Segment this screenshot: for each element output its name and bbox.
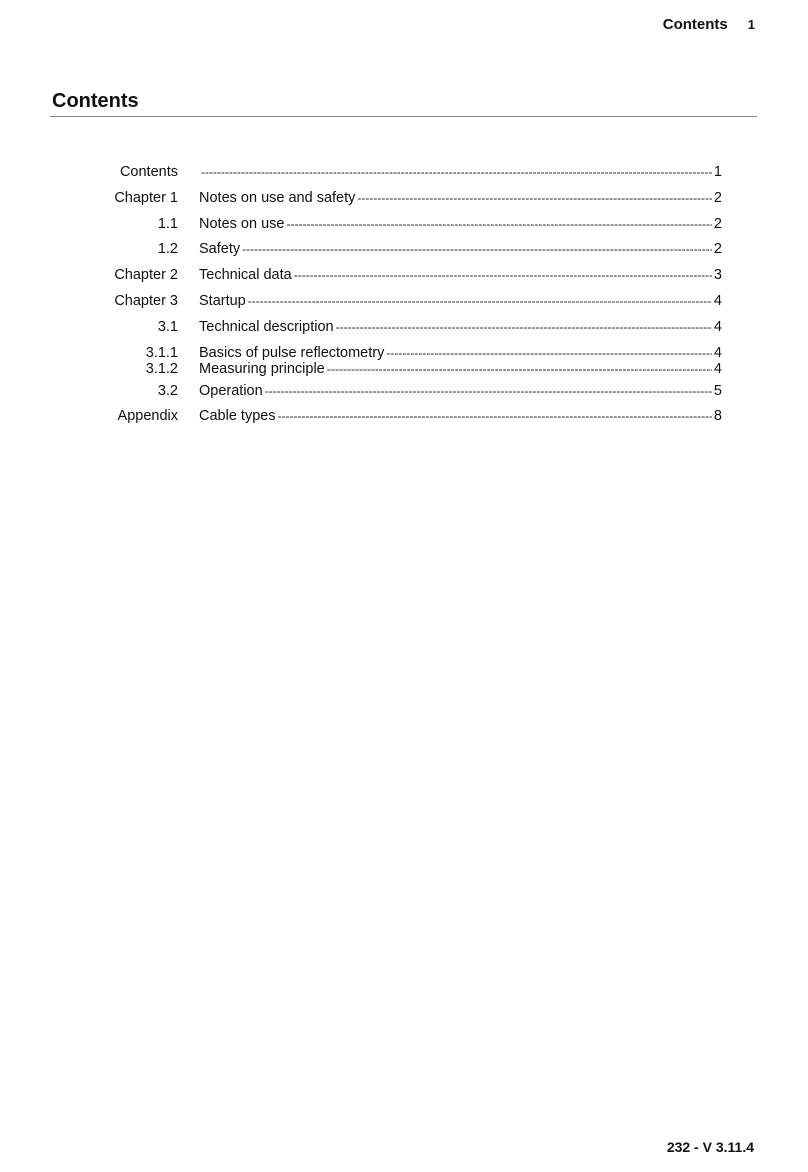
toc-dot-leader xyxy=(248,291,712,311)
toc-entry-3-1[interactable] xyxy=(50,317,722,343)
page-number: 1 xyxy=(747,17,755,32)
toc-dot-leader xyxy=(242,239,712,259)
toc-entry-page: 2 xyxy=(713,215,722,232)
toc-entry-title: Notes on use xyxy=(199,215,285,232)
toc-dot-leader xyxy=(265,381,712,401)
toc-entry-title: Technical data xyxy=(199,267,292,284)
toc-entry-title: Notes on use and safety xyxy=(199,189,356,206)
table-of-contents xyxy=(50,162,722,432)
toc-dot-leader xyxy=(286,214,711,234)
toc-entry-1-2[interactable] xyxy=(50,239,722,265)
toc-entry-label: Contents xyxy=(119,164,178,180)
toc-entry-title: Safety xyxy=(199,241,241,258)
toc-entry-contents[interactable] xyxy=(50,162,722,188)
toc-entry-page: 4 xyxy=(713,292,722,309)
running-header xyxy=(663,16,755,33)
toc-entry-page: 4 xyxy=(713,360,722,377)
toc-entry-title: Cable types xyxy=(199,408,276,425)
toc-entry-title: Measuring principle xyxy=(199,360,325,377)
toc-entry-page: 8 xyxy=(713,408,722,425)
toc-entry-title: Operation xyxy=(199,382,263,399)
running-header-title: Contents xyxy=(662,16,728,33)
toc-entry-label: 3.2 xyxy=(157,382,178,399)
toc-dot-leader xyxy=(357,188,712,208)
toc-entry-1-1[interactable] xyxy=(50,214,722,240)
toc-entry-page: 4 xyxy=(713,344,722,361)
toc-entry-label: Chapter 1 xyxy=(114,189,178,206)
toc-entry-page: 2 xyxy=(713,189,722,206)
toc-entry-page: 3 xyxy=(713,267,722,284)
toc-entry-label: 3.1 xyxy=(157,318,178,335)
toc-entry-page: 1 xyxy=(713,164,722,180)
toc-dot-leader xyxy=(294,265,712,285)
document-version-footer: 232 - V 3.11.4 xyxy=(666,1139,754,1155)
toc-entry-chapter-1[interactable] xyxy=(50,188,722,214)
title-divider xyxy=(50,116,757,117)
toc-entry-label: Appendix xyxy=(117,408,178,425)
toc-dot-leader xyxy=(336,317,712,337)
toc-entry-label: Chapter 2 xyxy=(114,267,178,284)
toc-entry-appendix[interactable] xyxy=(50,406,722,432)
toc-entry-page: 5 xyxy=(713,382,722,399)
toc-entry-chapter-3[interactable] xyxy=(50,291,722,317)
page-title: Contents xyxy=(52,90,139,112)
toc-entry-chapter-2[interactable] xyxy=(50,265,722,291)
toc-entry-page: 2 xyxy=(713,241,722,258)
toc-entry-page: 4 xyxy=(713,318,722,335)
toc-entry-label: Chapter 3 xyxy=(114,292,178,309)
toc-entry-3-2[interactable] xyxy=(50,381,722,407)
toc-entry-3-1-1[interactable] xyxy=(50,343,722,359)
toc-entry-title: Basics of pulse reflectometry xyxy=(199,344,385,361)
toc-entry-3-1-2[interactable] xyxy=(50,359,722,381)
toc-dot-leader xyxy=(327,359,712,379)
toc-entry-title: Technical description xyxy=(199,318,334,335)
toc-entry-label: 3.1.2 xyxy=(145,360,178,377)
toc-entry-label: 1.2 xyxy=(157,241,178,258)
toc-entry-label: 1.1 xyxy=(157,215,178,232)
toc-entry-title: Startup xyxy=(199,292,246,309)
toc-dot-leader xyxy=(201,162,712,182)
toc-entry-label: 3.1.1 xyxy=(145,344,178,361)
toc-dot-leader xyxy=(278,406,712,426)
